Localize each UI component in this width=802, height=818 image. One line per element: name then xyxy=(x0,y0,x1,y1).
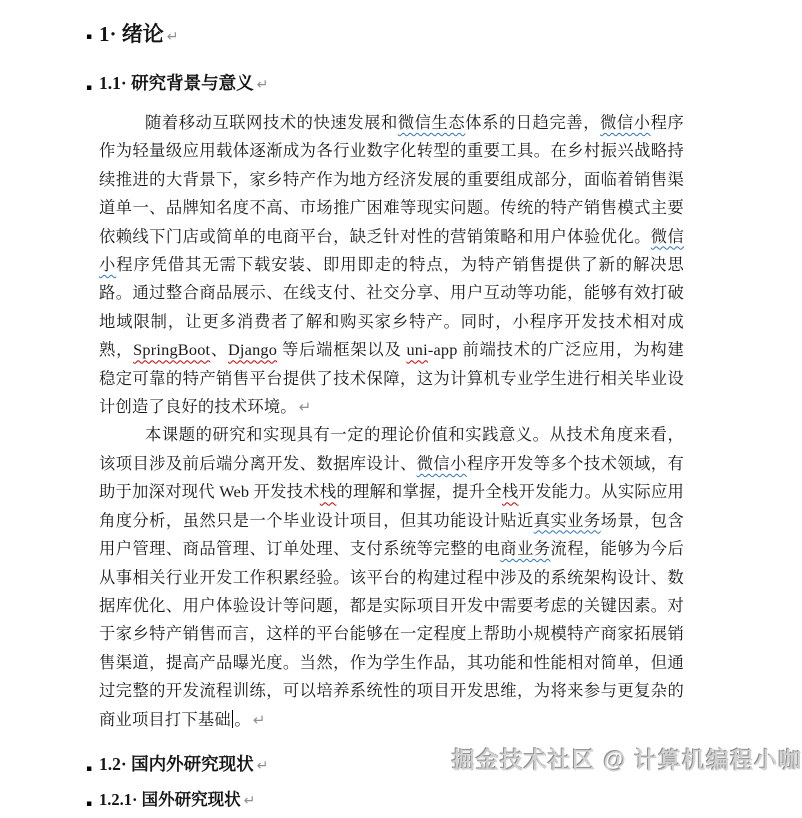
paragraph-research-background[interactable] xyxy=(99,109,684,421)
paragraph-mark-icon: ↵ xyxy=(298,398,312,417)
text-run: 。 xyxy=(234,709,251,729)
grammar-check-underline: 微信小 xyxy=(416,453,467,473)
text-run: 程序开发等多个技术领域，有助于加深对现代 Web 开发技术 xyxy=(99,453,684,502)
outline-marker-icon: ▪ xyxy=(86,763,93,774)
heading-1-label[interactable]: 1· 绪论 xyxy=(99,22,164,46)
grammar-check-underline: 微信小 xyxy=(99,226,684,275)
text-run: 体系的日趋完善， xyxy=(465,113,601,132)
text-run: 开发能力。从实际应用角度分析，虽然只是一个毕业设计项目，但其功能设计贴近 xyxy=(99,482,684,530)
spell-check-underline: Django xyxy=(227,340,278,360)
spell-check-underline: 栈 xyxy=(319,482,337,502)
text-run: 等后端框架以及 xyxy=(277,340,407,360)
text-run: 的理解和掌握，提升全 xyxy=(336,482,502,502)
grammar-check-underline: 微信小 xyxy=(600,113,651,132)
watermark: 掘金技术社区 @ 计算机编程小咖 xyxy=(452,747,802,773)
text-run: 流程，能够为今后从事相关行业开发工作积累经验。该平台的构建过程中涉及的系统架构设计、数据库优化、用户体验设计等问题，都是实际项目开发中需要考虑的关键因素。对于家乡特产销售而言，这样的平台能够在一定程度上帮助小规模特产商家拓展销售渠道，提高产品曝光度。当然，作为学生作品，其功能和性能相对简单，但通过完整的开发流程训练，可以培养系统性的项目开发思维，为将来参与更复杂的商业项目打下基础 xyxy=(99,539,684,729)
heading-1-2-1 xyxy=(86,786,684,815)
paragraph-mark-icon: ↵ xyxy=(243,792,256,809)
spell-check-underline: SpringBoot xyxy=(133,340,211,360)
paragraph-mark-icon: ↵ xyxy=(256,757,269,774)
heading-1-1 xyxy=(86,69,684,99)
heading-1 xyxy=(86,18,684,53)
text-run: 场景，包含用户管理、商品管理、订单处理、支付系统等完整的电 xyxy=(99,510,684,559)
document-body xyxy=(86,10,684,815)
spell-check-underline: uni xyxy=(406,340,428,360)
paragraph-mark-icon: ↵ xyxy=(252,710,266,729)
paragraph-research-significance[interactable] xyxy=(99,421,684,733)
heading-1-2-label[interactable]: 1.2· 国内外研究现状 xyxy=(99,753,254,774)
heading-1-2-1-label[interactable]: 1.2.1· 国外研究现状 xyxy=(99,789,241,809)
outline-marker-icon: ▪ xyxy=(86,32,93,43)
paragraph-mark-icon: ↵ xyxy=(166,29,179,45)
text-run: -app 前端技术的广泛应用，为构建稳定可靠的特产销售平台提供了技术保障，这为计算机专业学生进行相关毕业设计创造了良好的技术环境。 xyxy=(99,340,684,417)
heading-1-1-label[interactable]: 1.1· 研究背景与意义 xyxy=(99,73,254,93)
text-run: 随着移动互联网技术的快速发展和 xyxy=(145,113,398,132)
paragraph-mark-icon: ↵ xyxy=(256,77,269,93)
grammar-check-underline: 商业务 xyxy=(500,539,551,559)
grammar-check-underline: 真实业务 xyxy=(533,510,601,530)
text-run: 程序作为轻量级应用载体逐渐成为各行业数字化转型的重要工具。在乡村振兴战略持续推进的大背景下，家乡特产作为地方经济发展的重要组成部分，面临着销售渠道单一、品牌知名度不高、市场推广困难等现实问题。传统的特产销售模式主要依赖线下门店或简单的电商平台，缺乏针对性的营销策略和用户体验优化。 xyxy=(99,113,684,246)
spell-check-underline: 栈 xyxy=(501,482,519,502)
grammar-check-underline: 微信生态 xyxy=(397,113,466,132)
text-run: 、 xyxy=(210,340,228,360)
text-run: 本课题的研究和实现具有一定的理论价值和实践意义。从技术角度来看，该项目涉及前后端分离开发、数据库设计、 xyxy=(99,425,684,473)
outline-marker-icon: ▪ xyxy=(86,82,93,93)
text-run: 程序凭借其无需下载安装、即用即走的特点，为特产销售提供了新的解决思路。通过整合商品展示、在线支付、社交分享、用户互动等功能，能够有效打破地域限制，让更多消费者了解和购买家乡特产。同时，小程序开发技术相对成熟， xyxy=(99,255,684,360)
outline-marker-icon: ▪ xyxy=(86,798,93,809)
